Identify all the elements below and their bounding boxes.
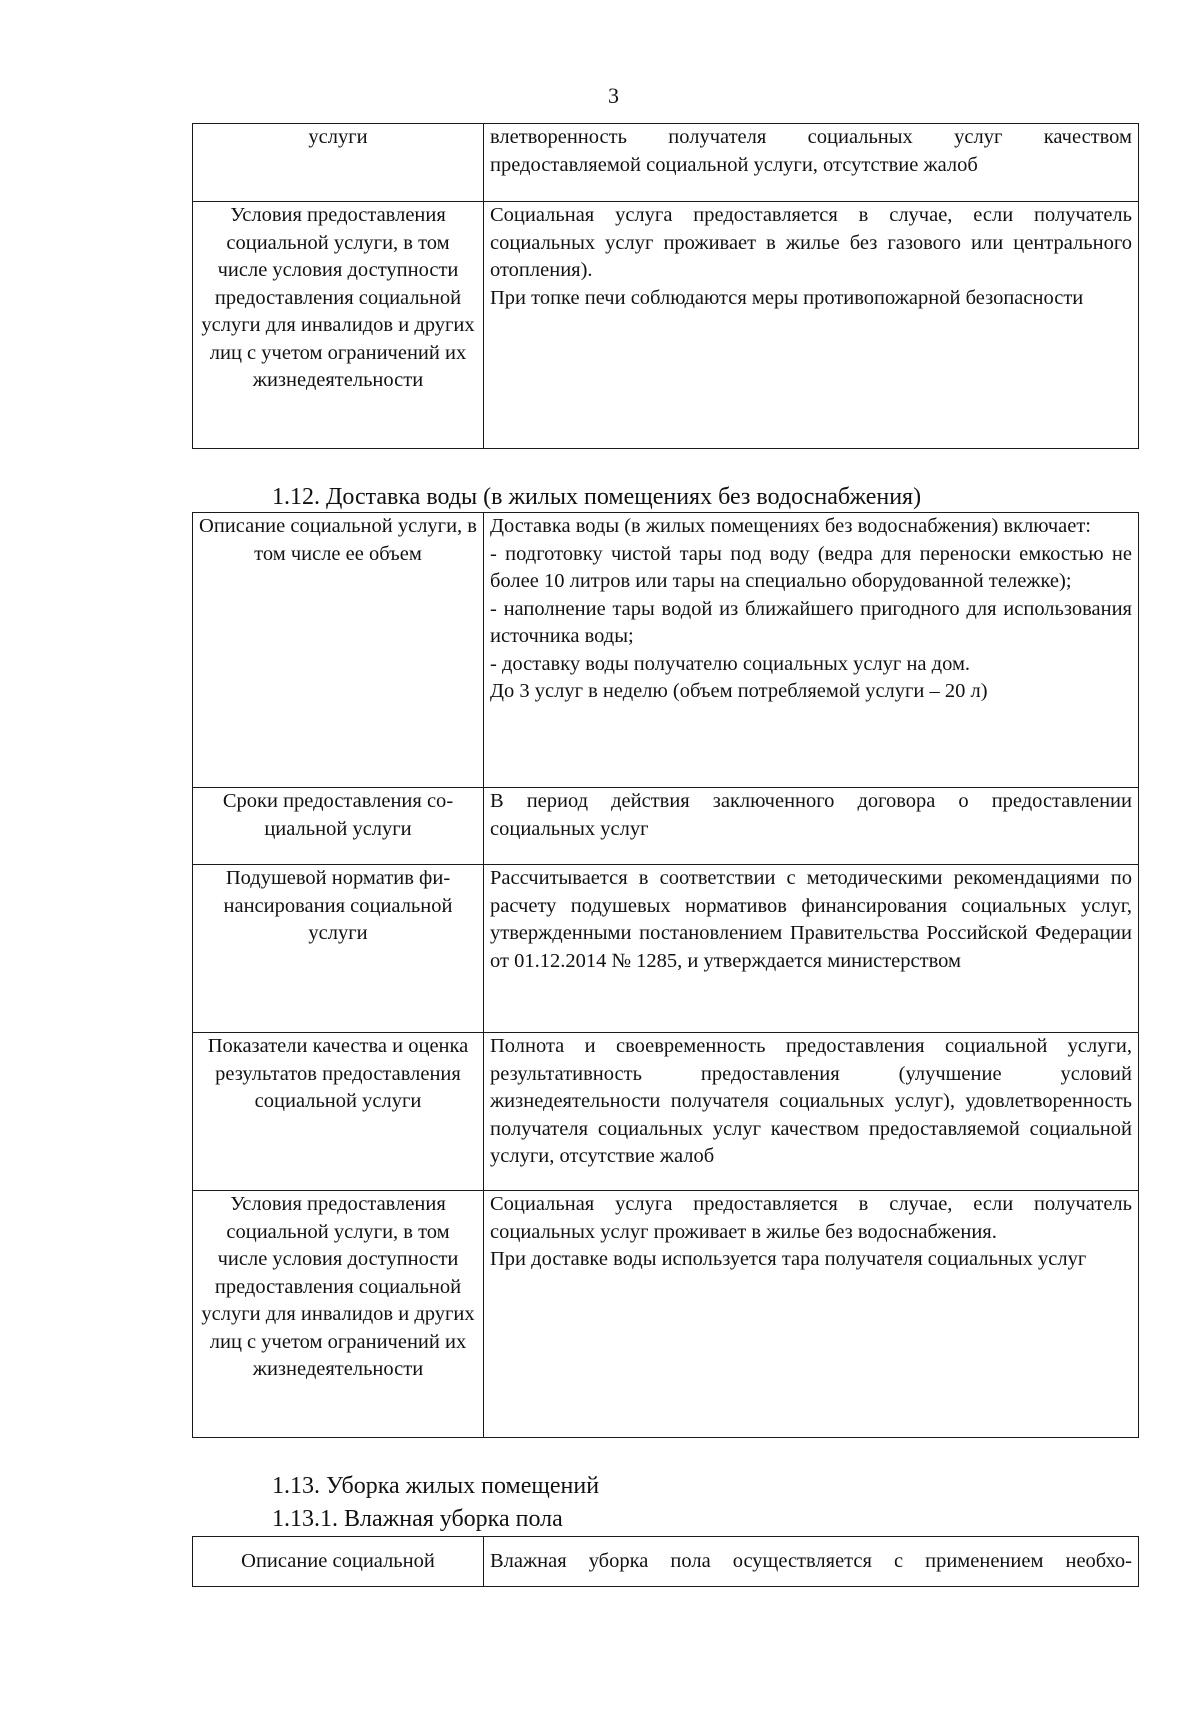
floor-cleaning-table	[192, 1536, 1139, 1587]
right-cell	[484, 865, 1139, 1033]
left-cell: Сроки предоставления социальной услуги	[193, 788, 484, 865]
cell-paragraph: При доставке воды используется тара получателя социальных услуг	[490, 1248, 1087, 1270]
left-cell: Описание социальной	[193, 1537, 484, 1587]
left-cell: Условия предоставления социальной услуги, в том числе условия доступности предоставления социальной услуги для инвалидов и других лиц с учетом ограничений их жизнедеятельности	[193, 202, 484, 449]
right-cell	[484, 788, 1139, 865]
table-row	[193, 1033, 1139, 1191]
right-cell	[484, 124, 1139, 202]
table-row	[193, 202, 1139, 449]
cell-paragraph: - наполнение тары водой из ближайшего пригодного для использования источника воды;	[490, 597, 1132, 647]
table-row	[193, 124, 1139, 202]
cell-paragraph: влетворенность получателя социальных услуг качеством предоставляемой социальной услуги, отсутствие жалоб	[490, 126, 1132, 176]
section-title-1-13: 1.13. Уборка жилых помещений	[272, 1473, 600, 1499]
cell-paragraph: Полнота и своевременность предоставления социальной услуги, результативность предоставления (улучшение условий жизнедеятельности получателя социальных услуг), удовлетворенность получателя социальных услуг качеством предоставляемой социальной услуги, отсутствие жалоб	[490, 1035, 1132, 1167]
right-cell	[484, 1033, 1139, 1191]
right-cell	[484, 1537, 1139, 1587]
left-cell: Подушевой норматив финансирования социальной услуги	[193, 865, 484, 1033]
left-cell: Показатели качества и оценка результатов предоставления социальной услуги	[193, 1033, 484, 1191]
cell-paragraph: - доставку воды получателю социальных услуг на дом.	[490, 652, 971, 675]
cell-paragraph: Социальная услуга предоставляется в случае, если получатель социальных услуг проживает в жилье без водоснабжения.	[490, 1193, 1132, 1243]
right-cell	[484, 513, 1139, 788]
cell-paragraph: Доставка воды (в жилых помещениях без водоснабжения) включает:	[490, 515, 1091, 537]
cell-paragraph: Рассчитывается в соответствии с методическими рекомендациями по расчету подушевых нормативов финансирования социальных услуг, утвержденными постановлением Правительства Российской Федерации от 01.12.2014 № 1285, и утверждается министерством	[490, 867, 1132, 972]
left-cell: Условия предоставления социальной услуги, в том числе условия доступности предоставления социальной услуги для инвалидов и других лиц с учетом ограничений их жизнедеятельности	[193, 1191, 484, 1438]
left-cell: услуги	[193, 124, 484, 202]
table-row	[193, 513, 1139, 788]
page-number: 3	[608, 83, 619, 108]
table-row	[193, 788, 1139, 865]
continuation-table	[192, 123, 1139, 449]
cell-paragraph: В период действия заключенного договора о предоставлении социальных услуг	[490, 790, 1132, 840]
cell-paragraph: Социальная услуга предоставляется в случае, если получатель социальных услуг проживает в жилье без газового или центрального отопления).	[490, 204, 1132, 281]
water-delivery-table	[192, 512, 1139, 1438]
cell-paragraph: - подготовку чистой тары под воду (ведра для переноски емкостью не более 10 литров или тары на специально оборудованной тележке);	[490, 542, 1132, 592]
right-cell	[484, 1191, 1139, 1438]
cell-paragraph: Влажная уборка пола осуществляется с применением необхо-	[490, 1549, 1132, 1572]
table-row	[193, 1191, 1139, 1438]
cell-paragraph: При топке печи соблюдаются меры противопожарной безопасности	[490, 286, 1084, 309]
section-title-1-12: 1.12. Доставка воды (в жилых помещениях без водоснабжения)	[272, 484, 922, 510]
right-cell	[484, 202, 1139, 449]
cell-paragraph: До 3 услуг в неделю (объем потребляемой услуги – 20 л)	[490, 680, 988, 702]
left-cell: Описание социальной услуги, в том числе ее объем	[193, 513, 484, 788]
section-subtitle-1-13-1: 1.13.1. Влажная уборка пола	[272, 1506, 563, 1532]
table-row	[193, 865, 1139, 1033]
table-row	[193, 1537, 1139, 1587]
